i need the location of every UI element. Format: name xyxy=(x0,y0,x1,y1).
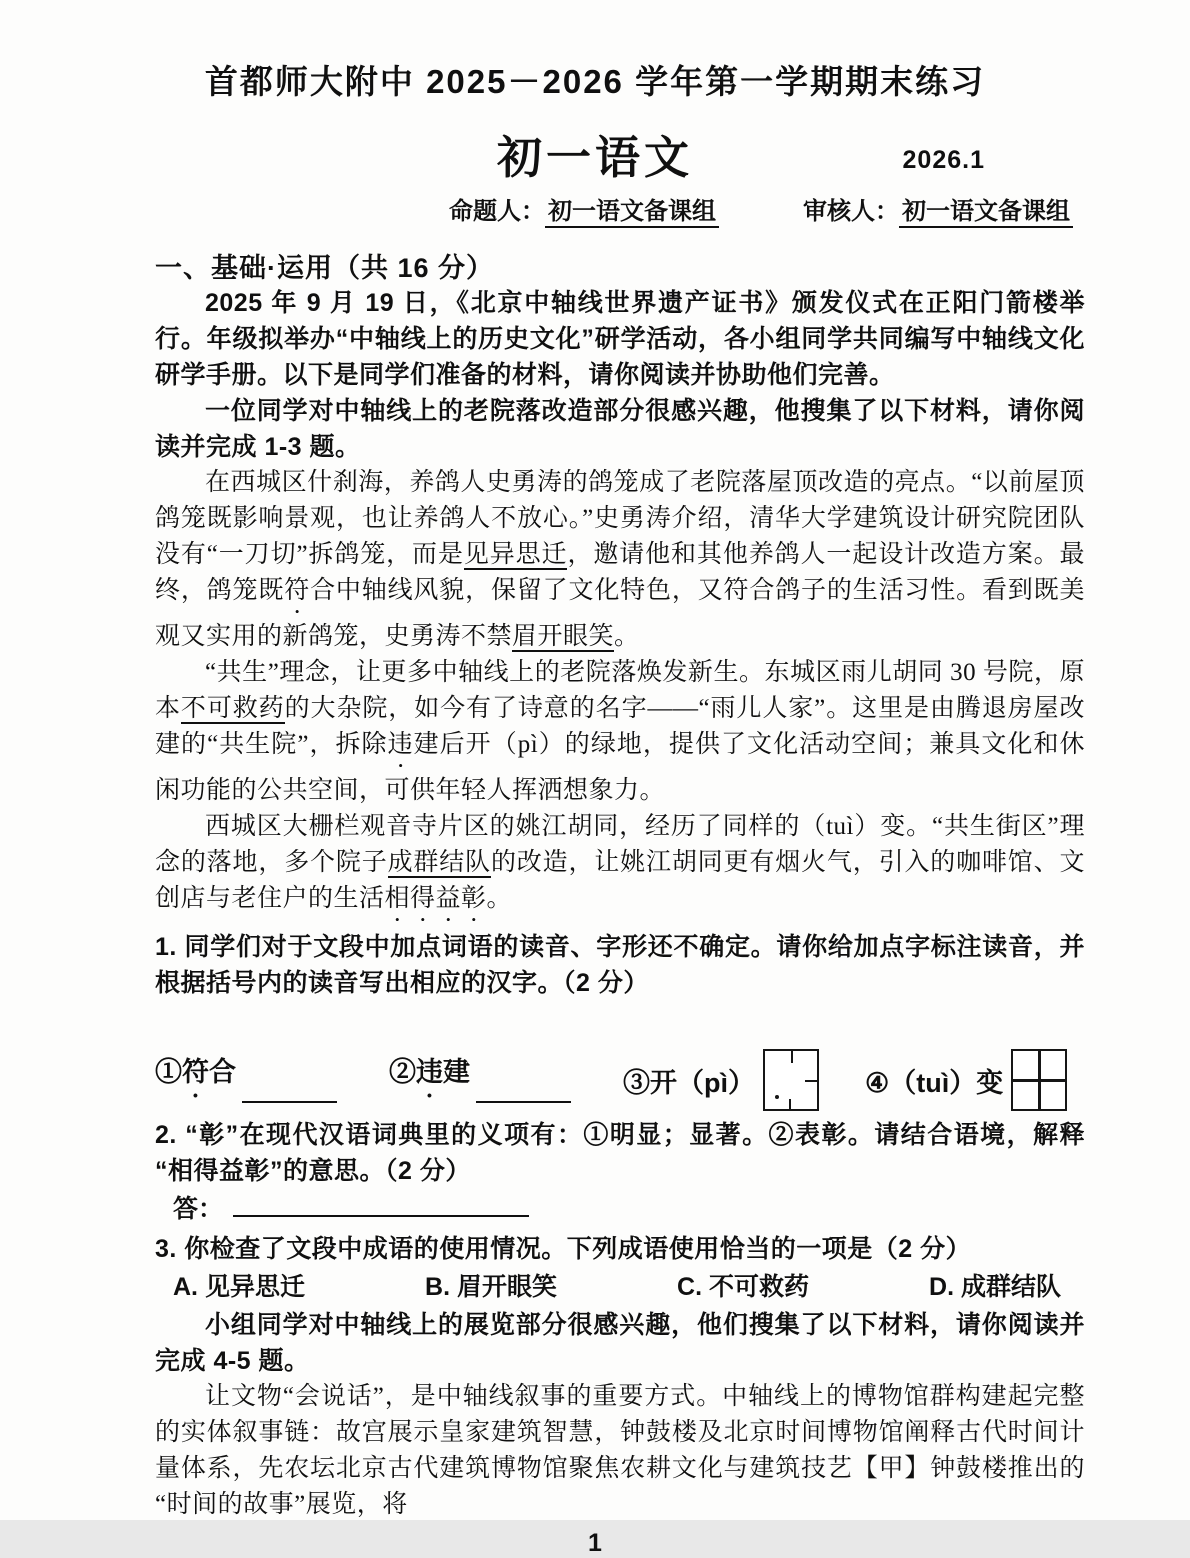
text-run: 小组同学对中轴线上的展览部分很感兴趣，他们搜集了以下材料，请你阅读并完成 4-5 题。 xyxy=(155,1311,1085,1375)
fillin-label-1: ①符合 xyxy=(155,1057,236,1087)
fillin-item-3 xyxy=(623,1049,819,1103)
subject-title: 初一语文 xyxy=(496,132,693,183)
answer-label: 答： xyxy=(173,1195,224,1223)
underlined-term: 眉开眼笑 xyxy=(512,623,615,650)
text-run: 在西城区什刹海，养鸽人史勇涛的鸽笼成了老院落屋顶改造的亮点。“以前屋顶鸽笼既影响景观，也让养鸽人不放心。”史勇涛介绍，清华大学建筑设计研究院团队没有“一刀切”拆鸽笼，而是 xyxy=(155,469,1085,568)
text-run: 开（pì） xyxy=(650,1068,755,1098)
text-run: 的大杂院，如今有了诗意的名字——“雨儿人家”。这里是由腾退房屋改建的“共生院”，拆除 xyxy=(155,695,1085,758)
text-run: 的改造，让姚江胡同更有烟火气，引入的咖啡馆、文创店与老住户的生活 xyxy=(155,849,1085,912)
box-tick-top xyxy=(791,1051,793,1063)
character-writing-box xyxy=(763,1049,819,1111)
question-3 xyxy=(155,1231,1085,1267)
passage-b xyxy=(155,655,1085,809)
dotted-term: 违 xyxy=(387,731,414,758)
setter-label: 命题人： xyxy=(449,198,545,225)
text-run: 合 xyxy=(209,1057,236,1087)
exam-date: 2026.1 xyxy=(902,146,985,174)
section-heading: 一、基础·运用（共 16 分） xyxy=(155,253,495,283)
text-run: （tuì）变 xyxy=(889,1068,1004,1098)
text-run: 。 xyxy=(614,623,640,650)
question-2 xyxy=(155,1117,1085,1189)
intro-paragraph-1 xyxy=(155,285,1085,393)
reviewer-field xyxy=(803,191,1073,226)
intro-paragraph-3 xyxy=(155,1307,1085,1379)
blank-answer-line xyxy=(242,1079,337,1103)
fillin-label-4: ④（tuì）变 xyxy=(865,1068,1004,1098)
question-3-options xyxy=(155,1267,1085,1307)
fillin-item-4 xyxy=(865,1049,1067,1103)
option-d: D. 成群结队 xyxy=(929,1273,1061,1301)
blank-answer-line xyxy=(233,1193,529,1217)
text-run: “共生”理念，让更多中轴线上的老院落焕发新生。东城区雨儿胡同 30 号院，原本 xyxy=(155,659,1085,722)
passage-d xyxy=(155,1379,1085,1523)
option-a: A. 见异思迁 xyxy=(173,1273,305,1301)
reviewer-label: 审核人： xyxy=(803,198,899,225)
exam-title: 首都师大附中 2025－2026 学年第一学期期末练习 xyxy=(204,63,986,100)
text-run: 建后开（pì）的绿地，提供了文化活动空间；兼具文化和休闲功能的公共空间，可供年轻人挥洒想象力。 xyxy=(155,731,1085,804)
text-run: 。 xyxy=(486,885,513,912)
option-b: B. 眉开眼笑 xyxy=(425,1273,557,1301)
text-run: 1. 同学们对于文段中加点词语的读音、字形还不确定。请你给加点字标注读音，并根据括号内的读音写出相应的汉字。（2 分） xyxy=(155,933,1085,997)
underlined-term: 不可救药 xyxy=(180,695,285,722)
fillin-label-3: ③开（pì） xyxy=(623,1068,755,1098)
intro-paragraph-2 xyxy=(155,393,1085,465)
box-tick-dot xyxy=(775,1095,779,1099)
text-run: 西城区大栅栏观音寺片区的姚江胡同，经历了同样的（tuì）变。“共生街区”理念的落地，多个院子 xyxy=(155,813,1085,876)
setter-field xyxy=(449,191,719,226)
underlined-term: 见异思迁 xyxy=(463,541,568,568)
text-run: ，邀请他和其他养鸽人一起设计改造方案。最终，鸽笼既 xyxy=(155,541,1085,604)
credits-row xyxy=(155,191,1085,226)
question-1-fillin-row xyxy=(155,1027,1085,1103)
character-writing-box xyxy=(1011,1049,1067,1111)
question-2-answer-line xyxy=(155,1189,1085,1229)
question-1 xyxy=(155,929,1085,1001)
dotted-term: 符 xyxy=(182,1057,209,1087)
passage-a xyxy=(155,465,1085,655)
text-run: 一位同学对中轴线上的老院落改造部分很感兴趣，他搜集了以下材料，请你阅读并完成 1-3 题。 xyxy=(155,397,1085,461)
text-run: 3. 你检查了文段中成语的使用情况。下列成语使用恰当的一项是（2 分） xyxy=(155,1235,972,1263)
reviewer-value: 初一语文备课组 xyxy=(899,199,1073,228)
dotted-term: 违 xyxy=(416,1057,443,1087)
option-c: C. 不可救药 xyxy=(677,1273,809,1301)
text-run: 让文物“会说话”，是中轴线叙事的重要方式。中轴线上的博物馆群构建起完整的实体叙事链：故宫展示皇家建筑智慧，钟鼓楼及北京时间博物馆阐释古代时间计量体系，先农坛北京古代建筑博物馆聚焦农耕文化与建筑技艺【甲】钟鼓楼推出的“时间的故事”展览，将 xyxy=(155,1383,1085,1518)
underlined-term: 成群结队 xyxy=(387,849,491,876)
text-run: 2. “彰”在现代汉语词典里的义项有：①明显；显著。②表彰。请结合语境，解释“相得益彰”的意思。（2 分） xyxy=(155,1121,1085,1185)
setter-value: 初一语文备课组 xyxy=(545,199,719,228)
passage-c xyxy=(155,809,1085,927)
blank-answer-line xyxy=(476,1079,571,1103)
box-tick-right xyxy=(805,1080,817,1082)
subject-row xyxy=(105,121,1085,183)
text-run: 建 xyxy=(443,1057,470,1087)
dotted-term: 相得益彰 xyxy=(384,885,487,912)
page-number: 1 xyxy=(588,1529,602,1557)
box-tick-bottom xyxy=(789,1099,791,1109)
text-run: 2025 年 9 月 19 日，《北京中轴线世界遗产证书》颁发仪式在正阳门箭楼举行。年级拟举办“中轴线上的历史文化”研学活动，各小组同学共同编写中轴线文化研学手册。以下是同学们准备的材料，请你阅读并协助他们完善。 xyxy=(155,289,1085,389)
exam-body xyxy=(155,285,1085,1523)
fillin-item-1 xyxy=(155,1052,343,1103)
fillin-label-2: ②违建 xyxy=(389,1057,470,1087)
fillin-item-2 xyxy=(389,1052,577,1103)
text-run: 合中轴线风貌，保留了文化特色，又符合鸽子的生活习性。看到既美观又实用的新鸽笼，史勇涛不禁 xyxy=(155,577,1085,650)
dotted-term: 符 xyxy=(284,577,311,604)
